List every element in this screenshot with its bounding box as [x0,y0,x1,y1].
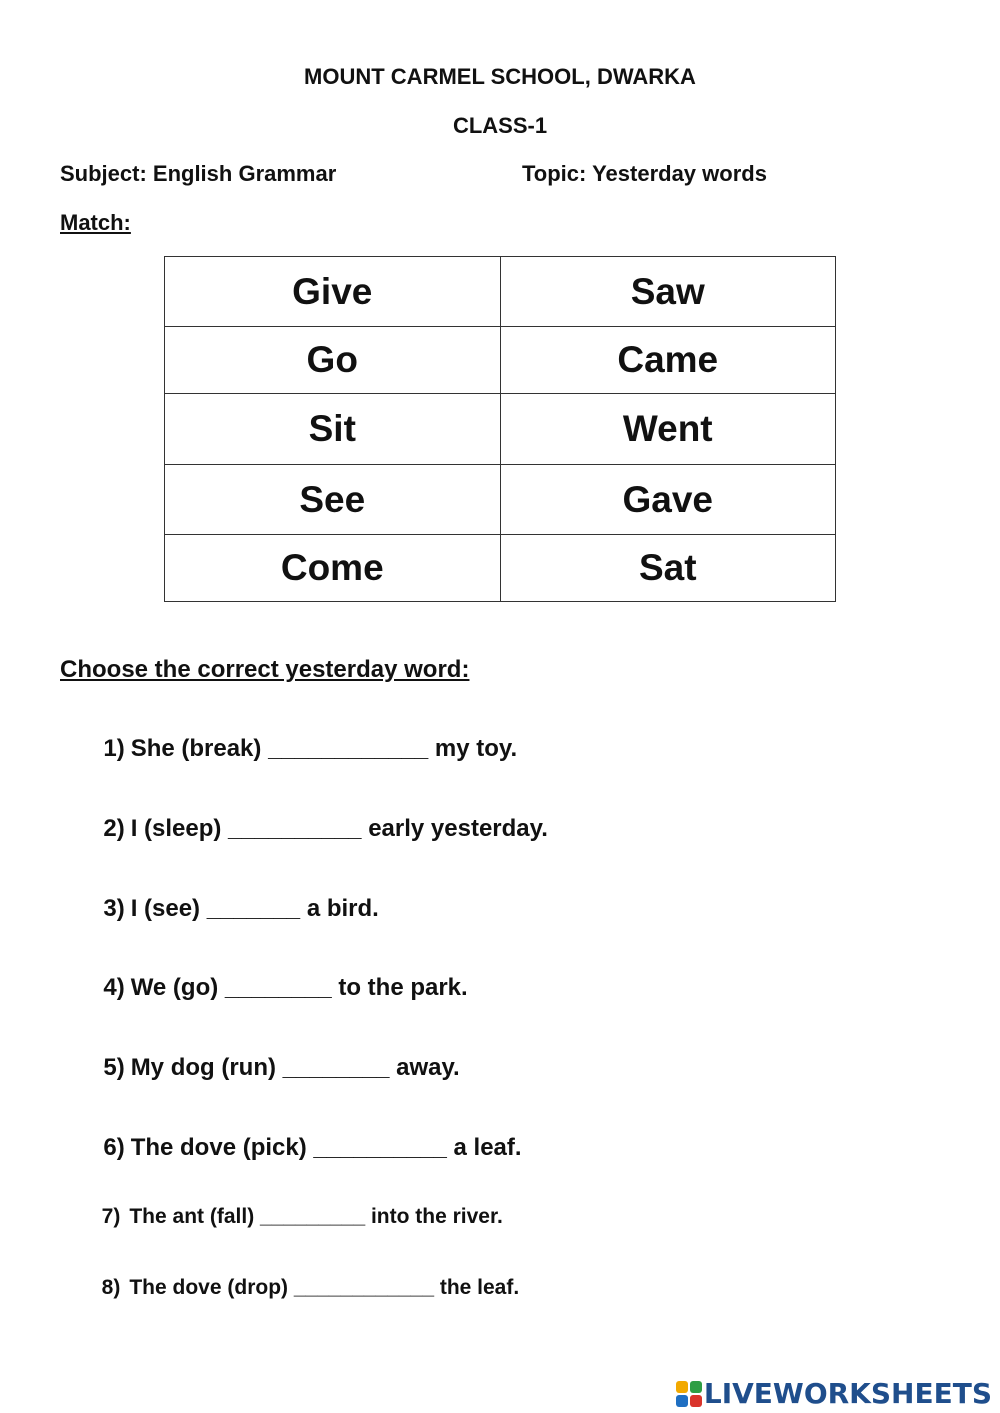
match-row [165,394,836,465]
question-number: 1) [103,735,125,762]
subject-label: Subject: English Grammar [60,161,337,186]
match-heading: Match: [60,210,131,235]
question-item[interactable] [90,1106,522,1162]
question-number: 5) [103,1054,125,1081]
question-number: 2) [103,815,125,842]
match-row [165,535,836,602]
question-text: We (go) ________ to the park. [130,974,468,1001]
match-table [164,256,836,602]
question-item[interactable] [90,867,379,923]
question-text: I (sleep) __________ early yesterday. [130,815,548,842]
logo-text: LIVEWORKSHEETS [703,1377,992,1410]
logo-square [690,1395,702,1407]
question-text: She (break) ____________ my toy. [130,735,518,762]
question-text: The ant (fall) _________ into the river. [129,1205,503,1228]
past-word[interactable]: Sat [500,535,836,602]
question-text: My dog (run) ________ away. [130,1054,460,1081]
past-word[interactable]: Went [500,394,836,465]
question-item[interactable] [90,707,517,763]
match-row [165,327,836,394]
logo-square [676,1395,688,1407]
past-word[interactable]: Saw [500,257,836,327]
question-number: 7) [101,1205,121,1228]
question-item[interactable] [90,1181,503,1229]
present-word[interactable]: Go [165,327,501,394]
logo-badge-icon [676,1381,702,1407]
past-word[interactable]: Gave [500,465,836,535]
question-number: 6) [103,1134,125,1161]
question-item[interactable] [90,1026,460,1082]
question-item[interactable] [90,946,468,1002]
present-word[interactable]: Sit [165,394,501,465]
school-name: MOUNT CARMEL SCHOOL, DWARKA [304,64,696,89]
question-item[interactable] [90,1252,519,1300]
question-text: I (see) _______ a bird. [130,895,379,922]
present-word[interactable]: See [165,465,501,535]
topic-label: Topic: Yesterday words [522,161,767,186]
question-number: 4) [103,974,125,1001]
logo-square [690,1381,702,1393]
class-name: CLASS-1 [452,113,548,138]
present-word[interactable]: Give [165,257,501,327]
choose-heading: Choose the correct yesterday word: [60,656,470,683]
question-number: 8) [101,1276,121,1299]
logo-square [676,1381,688,1393]
liveworksheets-logo [676,1377,992,1410]
past-word[interactable]: Came [500,327,836,394]
question-item[interactable] [90,787,548,843]
question-text: The dove (drop) ____________ the leaf. [129,1276,520,1299]
question-text: The dove (pick) __________ a leaf. [130,1134,522,1161]
present-word[interactable]: Come [165,535,501,602]
match-row [165,465,836,535]
match-row [165,257,836,327]
question-number: 3) [103,895,125,922]
